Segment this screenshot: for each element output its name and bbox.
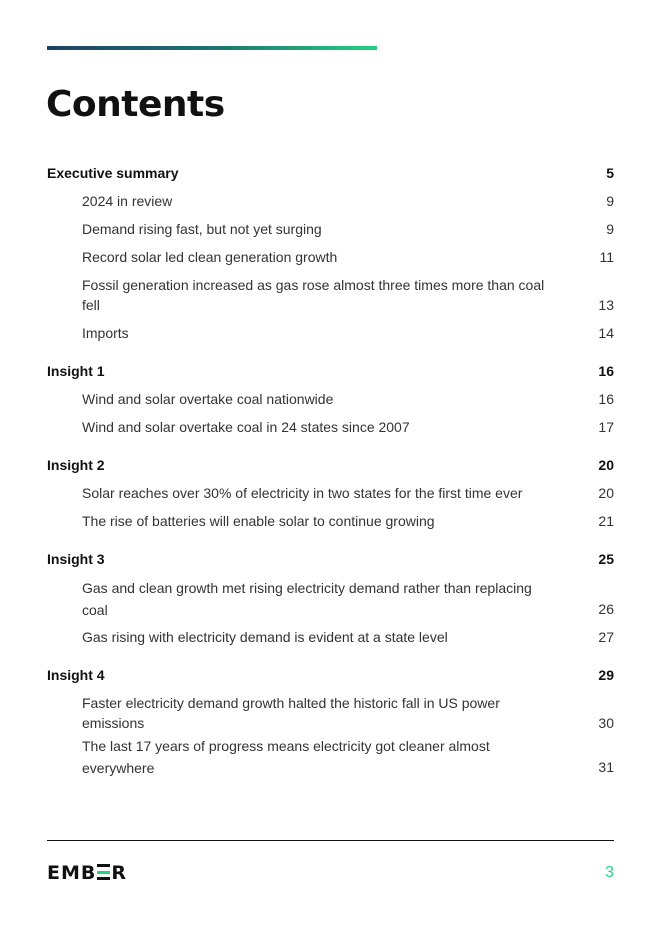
toc-page: 14 [598, 325, 614, 341]
toc-page: 31 [598, 759, 614, 775]
toc-entry[interactable] [47, 577, 614, 619]
toc-label: Insight 3 [47, 551, 105, 567]
toc-page: 17 [598, 419, 614, 435]
toc-entry[interactable] [47, 735, 614, 777]
toc-page: 26 [598, 601, 614, 617]
toc-label: Insight 2 [47, 457, 105, 473]
toc-page: 11 [599, 249, 614, 265]
header-accent-bar [47, 46, 377, 50]
toc-page: 16 [598, 391, 614, 407]
toc-entry[interactable] [47, 693, 614, 733]
toc-entry[interactable] [47, 275, 614, 315]
toc-page: 29 [598, 667, 614, 683]
toc-page: 20 [598, 457, 614, 473]
footer-divider [47, 840, 614, 841]
toc-label: Record solar led clean generation growth [82, 249, 338, 265]
toc-label: The last 17 years of progress means electricity got cleaner almost everywhere [82, 738, 490, 776]
toc-page: 27 [598, 629, 614, 645]
toc-label: Fossil generation increased as gas rose almost three times more than coal fell [82, 277, 545, 313]
page-number: 3 [605, 864, 614, 881]
toc-label: Gas rising with electricity demand is evident at a state level [82, 629, 448, 645]
toc-label: Wind and solar overtake coal nationwide [82, 391, 334, 407]
toc-page: 16 [598, 363, 614, 379]
toc-label: The rise of batteries will enable solar to continue growing [82, 513, 435, 529]
logo-text-right: R [111, 862, 128, 884]
toc-label: Gas and clean growth met rising electricity demand rather than replacing coal [82, 580, 532, 618]
toc-page: 9 [606, 193, 614, 209]
toc-label: Wind and solar overtake coal in 24 states since 2007 [82, 419, 410, 435]
toc-page: 9 [606, 221, 614, 237]
toc-page: 25 [598, 551, 614, 567]
toc-page: 20 [598, 485, 614, 501]
logo-text-left: EMB [47, 862, 97, 884]
toc-label: Insight 4 [47, 667, 105, 683]
page-title: Contents [46, 84, 225, 125]
logo-e-mark-icon [97, 864, 110, 880]
toc-page: 5 [606, 165, 614, 181]
toc-label: Solar reaches over 30% of electricity in two states for the first time ever [82, 485, 523, 501]
toc-label: Insight 1 [47, 363, 105, 379]
toc-label: Faster electricity demand growth halted the historic fall in US power emissions [82, 695, 500, 731]
toc-label: Imports [82, 325, 129, 341]
toc-label: 2024 in review [82, 193, 173, 209]
toc-label: Demand rising fast, but not yet surging [82, 221, 322, 237]
ember-logo [47, 862, 127, 884]
toc-page: 13 [598, 297, 614, 313]
toc-page: 30 [598, 715, 614, 731]
toc-label: Executive summary [47, 165, 179, 181]
toc-page: 21 [598, 513, 614, 529]
